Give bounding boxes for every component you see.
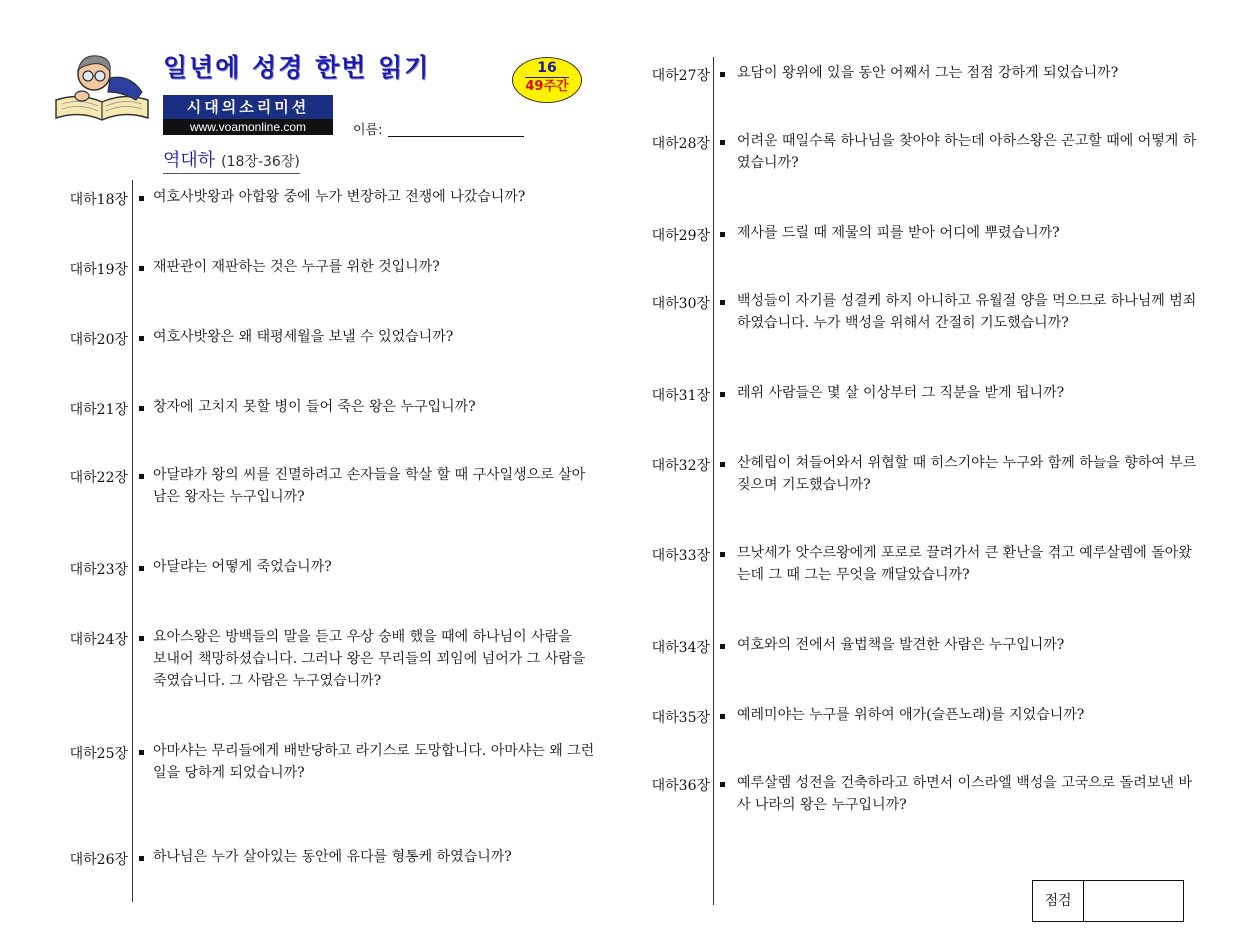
question-chapter: 대하33장 bbox=[651, 548, 710, 564]
question-chapter: 대하20장 bbox=[69, 332, 128, 348]
question-chapter: 대하24장 bbox=[69, 632, 128, 648]
question-chapter: 대하23장 bbox=[69, 562, 128, 578]
bullet-icon bbox=[139, 406, 144, 411]
score-label: 점검 bbox=[1033, 881, 1084, 921]
question-text: 여호사밧왕은 왜 태평세월을 보낼 수 있었습니까? bbox=[153, 329, 454, 345]
question-chapter: 대하29장 bbox=[651, 228, 710, 244]
question-text: 므낫세가 앗수르왕에게 포로로 끌려가서 큰 환난을 겪고 예루살렘에 돌아왔는데 그 때 그는 무엇을 깨달았습니까? bbox=[737, 545, 1192, 583]
question-text: 산헤립이 쳐들어와서 위협할 때 히스기야는 누구와 함께 하늘을 향하여 부르짖으며 기도했습니까? bbox=[737, 455, 1197, 493]
bullet-icon bbox=[720, 392, 725, 397]
question-text: 제사를 드릴 때 제물의 피를 받아 어디에 뿌렸습니까? bbox=[737, 225, 1060, 241]
bullet-icon bbox=[720, 300, 725, 305]
bullet-icon bbox=[139, 266, 144, 271]
question-text: 여호와의 전에서 율법책을 발견한 사람은 누구입니까? bbox=[737, 637, 1065, 653]
person-reading-book-icon bbox=[52, 48, 152, 124]
org-name-banner: 시대의소리미션 bbox=[163, 95, 333, 119]
question-chapter: 대하28장 bbox=[651, 136, 710, 152]
question-chapter: 대하21장 bbox=[69, 402, 128, 418]
bullet-icon bbox=[720, 72, 725, 77]
question-text: 여호사밧왕과 아합왕 중에 누가 변장하고 전쟁에 나갔습니까? bbox=[153, 189, 526, 205]
bullet-icon bbox=[139, 196, 144, 201]
bullet-icon bbox=[139, 750, 144, 755]
question-chapter: 대하18장 bbox=[69, 192, 128, 208]
question-text: 요담이 왕위에 있을 동안 어째서 그는 점점 강하게 되었습니까? bbox=[737, 65, 1119, 81]
org-url: www.voamonline.com bbox=[163, 119, 333, 135]
week-badge bbox=[512, 57, 582, 103]
bullet-icon bbox=[720, 552, 725, 557]
book-range: (18장-36장) bbox=[221, 154, 300, 170]
badge-week: 49주간 bbox=[525, 79, 569, 94]
question-chapter: 대하25장 bbox=[69, 746, 128, 762]
book-name: 역대하 bbox=[163, 150, 216, 171]
question-chapter: 대하36장 bbox=[651, 778, 710, 794]
question-text: 어려운 때일수록 하나님을 찾아야 하는데 아하스왕은 곤고할 때에 어떻게 하였습니까? bbox=[737, 133, 1197, 171]
bullet-icon bbox=[139, 336, 144, 341]
bullet-icon bbox=[720, 782, 725, 787]
book-title bbox=[163, 146, 300, 174]
bullet-icon bbox=[139, 856, 144, 861]
question-text: 창자에 고치지 못할 병이 들어 죽은 왕은 누구입니까? bbox=[153, 399, 476, 415]
question-text: 예루살렘 성전을 건축하라고 하면서 이스라엘 백성을 고국으로 돌려보낸 바사 나라의 왕은 누구입니까? bbox=[737, 775, 1192, 813]
question-text: 요아스왕은 방백들의 말을 듣고 우상 숭배 했을 때에 하나님이 사람을 보내어 책망하셨습니다. 그러나 왕은 무리들의 꾀임에 넘어가 그 사람을 죽였습니다. 그 사람은 누구였습니까? bbox=[153, 629, 586, 689]
question-chapter: 대하32장 bbox=[651, 458, 710, 474]
question-text: 하나님은 누가 살아있는 동안에 유다를 형통케 하였습니까? bbox=[153, 849, 512, 865]
badge-number: 16 bbox=[537, 60, 557, 76]
bullet-icon bbox=[720, 462, 725, 467]
question-text: 백성들이 자기를 성결케 하지 아니하고 유월절 양을 먹으므로 하나님께 범죄하였습니다. 누가 백성을 위해서 간절히 기도했습니까? bbox=[737, 293, 1197, 331]
name-input-line[interactable] bbox=[388, 136, 524, 137]
bullet-icon bbox=[720, 714, 725, 719]
question-chapter: 대하22장 bbox=[69, 470, 128, 486]
left-column-divider bbox=[132, 180, 133, 902]
question-text: 아달랴가 왕의 씨를 진멸하려고 손자들을 학살 할 때 구사일생으로 살아남은 왕자는 누구입니까? bbox=[153, 467, 586, 505]
bullet-icon bbox=[720, 232, 725, 237]
question-chapter: 대하19장 bbox=[69, 262, 128, 278]
question-chapter: 대하27장 bbox=[651, 68, 710, 84]
score-box bbox=[1032, 880, 1184, 922]
question-chapter: 대하26장 bbox=[69, 852, 128, 868]
bullet-icon bbox=[139, 636, 144, 641]
bullet-icon bbox=[139, 566, 144, 571]
question-chapter: 대하34장 bbox=[651, 640, 710, 656]
bullet-icon bbox=[720, 644, 725, 649]
question-text: 아마샤는 무리들에게 배반당하고 라기스로 도망합니다. 아마샤는 왜 그런 일을 당하게 되었습니까? bbox=[153, 743, 595, 781]
bullet-icon bbox=[720, 140, 725, 145]
question-chapter: 대하35장 bbox=[651, 710, 710, 726]
question-text: 예레미야는 누구를 위하여 애가(슬픈노래)를 지었습니까? bbox=[737, 707, 1085, 723]
page-title: 일년에 성경 한번 읽기 bbox=[163, 53, 431, 82]
question-text: 아달랴는 어떻게 죽었습니까? bbox=[153, 559, 332, 575]
question-text: 재판관이 재판하는 것은 누구를 위한 것입니까? bbox=[153, 259, 440, 275]
score-field[interactable] bbox=[1085, 881, 1183, 921]
question-text: 레위 사람들은 몇 살 이상부터 그 직분을 받게 됩니까? bbox=[737, 385, 1065, 401]
right-column-divider bbox=[713, 57, 714, 905]
badge-divider bbox=[525, 77, 569, 78]
name-label: 이름: bbox=[353, 123, 383, 138]
question-chapter: 대하30장 bbox=[651, 296, 710, 312]
question-chapter: 대하31장 bbox=[651, 388, 710, 404]
bullet-icon bbox=[139, 474, 144, 479]
